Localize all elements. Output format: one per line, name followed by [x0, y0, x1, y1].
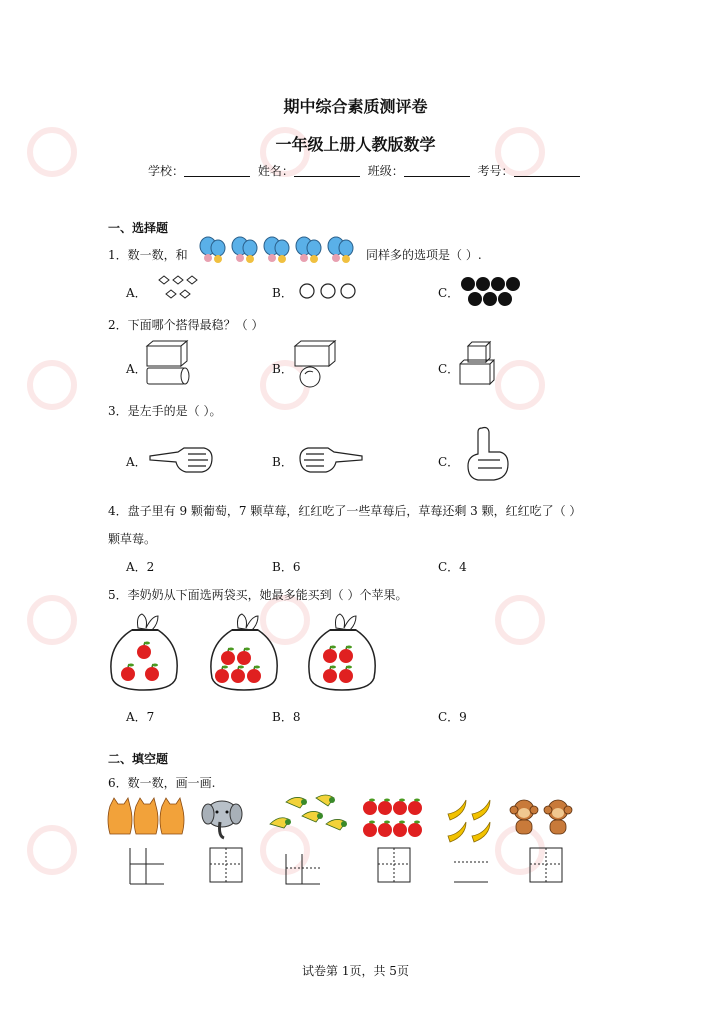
name-label: 姓名： — [257, 164, 294, 178]
section-fill-heading: 二、填空题 — [108, 752, 169, 766]
name-blank — [294, 164, 360, 177]
answer-box-1[interactable] — [130, 848, 164, 884]
answer-boxes — [126, 846, 576, 888]
q2-text: 2．下面哪个搭得最稳？（ ） — [108, 318, 264, 332]
answer-box-6[interactable] — [530, 848, 562, 882]
q1-option-a[interactable]: A． — [126, 286, 147, 300]
section-choice-heading: 一、选择题 — [108, 221, 169, 235]
q2-option-c[interactable]: C． — [438, 362, 460, 376]
apple-bags — [106, 612, 396, 694]
q4-option-a[interactable]: A．2 — [126, 560, 155, 574]
answer-box-5[interactable] — [454, 862, 488, 882]
pointing-hand-left-icon — [148, 440, 214, 476]
bird-icon — [270, 795, 347, 830]
q3-option-a[interactable]: A． — [126, 455, 147, 469]
cube-on-ball-icon — [292, 340, 340, 390]
page-title: 期中综合素质测评卷 — [283, 97, 428, 116]
pointing-hand-right-icon — [298, 440, 364, 476]
diamonds-icon — [156, 274, 202, 304]
q4-option-c[interactable]: C．4 — [438, 560, 467, 574]
elephant-icon — [202, 801, 242, 838]
bag-1 — [111, 614, 177, 690]
black-shapes-icon — [460, 276, 522, 306]
id-blank — [514, 164, 580, 177]
answer-box-3[interactable] — [286, 854, 320, 884]
q1-text-b: 同样多的选项是（ ）. — [366, 248, 482, 262]
q2-option-a[interactable]: A． — [126, 362, 147, 376]
q1-option-c[interactable]: C． — [438, 286, 460, 300]
answer-box-2[interactable] — [210, 848, 242, 882]
bag-3 — [309, 614, 375, 690]
class-blank — [404, 164, 470, 177]
answer-box-4[interactable] — [378, 848, 410, 882]
octagons-icon — [298, 282, 358, 300]
cat-icon — [108, 798, 184, 834]
q3-option-b[interactable]: B． — [272, 455, 293, 469]
stacked-cube-on-cylinder-icon — [144, 340, 192, 386]
counting-pictures — [106, 794, 586, 840]
page-subtitle: 一年级上册人教版数学 — [275, 135, 436, 154]
q4-line2: 颗草莓。 — [108, 532, 157, 546]
q6-text: 6．数一数，画一画. — [108, 776, 216, 790]
hand-pointing-up-icon — [464, 426, 510, 482]
q3-option-c[interactable]: C． — [438, 455, 460, 469]
q3-text: 3．是左手的是（ ）。 — [108, 404, 222, 418]
butterfly-icon — [198, 236, 358, 266]
small-cube-on-big-cube-icon — [458, 340, 498, 386]
bag-2 — [211, 614, 277, 690]
q5-option-a[interactable]: A．7 — [126, 710, 155, 724]
q4-line1: 4．盘子里有 9 颗葡萄，7 颗草莓，红红吃了一些草莓后，草莓还剩 3 颗，红红吃了（ ） — [108, 504, 582, 518]
class-label: 班级： — [367, 164, 404, 178]
banana-icon — [448, 800, 490, 842]
q1-text-a: 1．数一数，和 — [108, 248, 188, 262]
page-footer: 试卷第 1页，共 5页 — [302, 964, 409, 978]
q5-option-c[interactable]: C．9 — [438, 710, 467, 724]
q5-option-b[interactable]: B．8 — [272, 710, 301, 724]
monkey-icon — [510, 800, 572, 834]
school-blank — [184, 164, 250, 177]
q5-text: 5．李奶奶从下面选两袋买，她最多能买到（ ）个苹果。 — [108, 588, 408, 602]
q4-option-b[interactable]: B．6 — [272, 560, 301, 574]
school-label: 学校： — [148, 164, 185, 178]
student-info-line — [148, 162, 584, 179]
q1-option-b[interactable]: B． — [272, 286, 293, 300]
q2-option-b[interactable]: B． — [272, 362, 293, 376]
apple-icon — [363, 799, 422, 838]
id-label: 考号： — [477, 164, 514, 178]
